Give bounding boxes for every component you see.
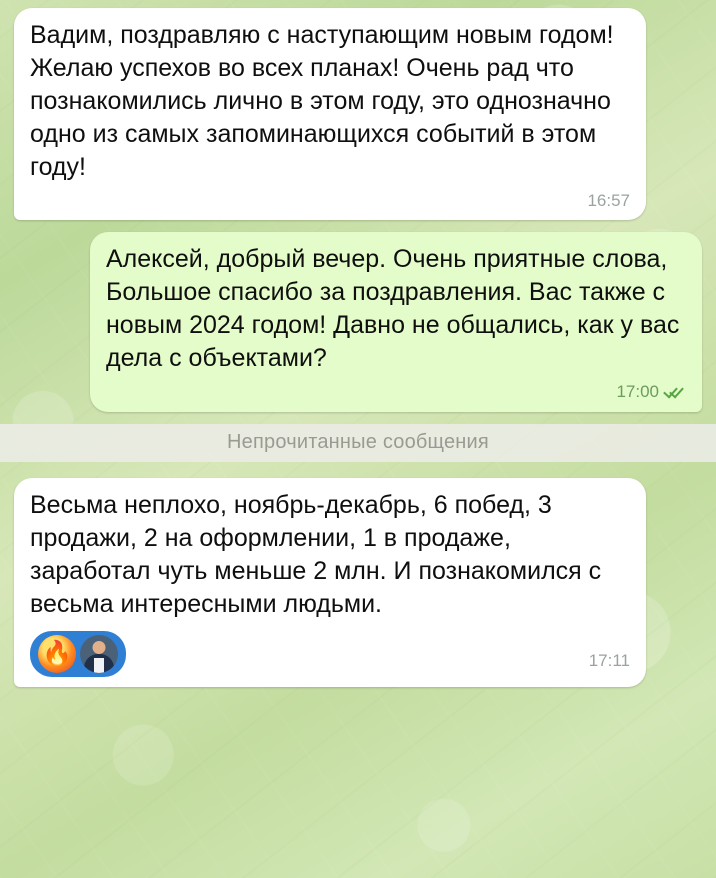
- message-timestamp: 17:00: [616, 382, 659, 402]
- message-meta: [616, 381, 686, 403]
- message-reactions[interactable]: [30, 631, 126, 677]
- message-text: Алексей, добрый вечер. Очень приятные слова, Большое спасибо за поздравления. Вас также с новым 2024 годом! Давно не общались, как у вас дела с объектами?: [106, 245, 680, 373]
- avatar-head: [93, 641, 106, 654]
- avatar-shirt: [94, 658, 104, 673]
- message-text: Вадим, поздравляю с наступающим новым годом! Желаю успехов во всех планах! Очень рад что познакомились лично в этом году, это однозначно одно из самых запоминающихся событий в этом году!: [30, 21, 614, 181]
- double-check-icon: [664, 386, 686, 400]
- unread-messages-label: Непрочитанные сообщения: [227, 430, 489, 453]
- unread-messages-divider: [0, 424, 716, 462]
- message-timestamp: 16:57: [587, 191, 630, 210]
- message-meta: [587, 190, 630, 212]
- message-row-incoming: [0, 478, 716, 687]
- message-footer: [30, 621, 630, 677]
- message-timestamp: 17:11: [588, 651, 630, 671]
- message-bubble-outgoing-1[interactable]: [90, 232, 702, 411]
- fire-emoji-icon[interactable]: 🔥: [38, 635, 76, 673]
- message-bubble-incoming-2[interactable]: [14, 478, 646, 687]
- avatar[interactable]: [80, 635, 118, 673]
- message-text: Весьма неплохо, ноябрь-декабрь, 6 побед, 3 продажи, 2 на оформлении, 1 в продаже, заработал чуть меньше 2 млн. И познакомился с весьма интересными людьми.: [30, 490, 602, 618]
- message-bubble-incoming-1[interactable]: [14, 8, 646, 220]
- message-row-outgoing: [0, 232, 716, 411]
- message-row-incoming: [0, 8, 716, 220]
- message-meta: [589, 650, 630, 672]
